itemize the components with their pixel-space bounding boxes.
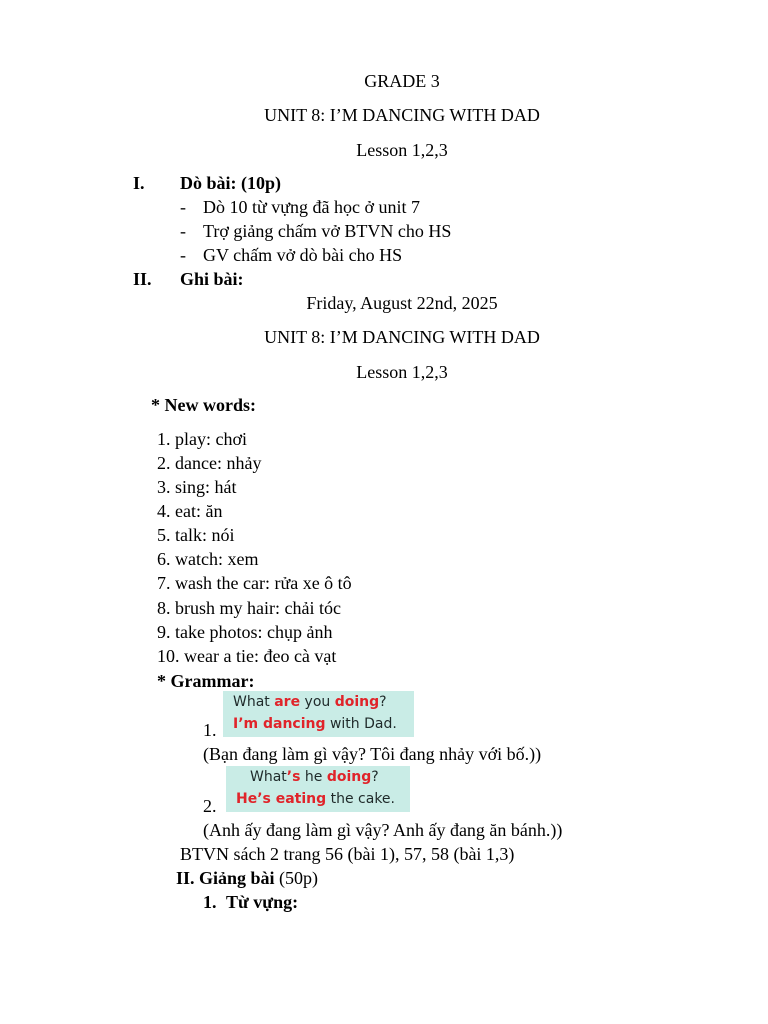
unit-title: UNIT 8: I’M DANCING WITH DAD	[264, 105, 540, 125]
example-translation: (Bạn đang làm gì vậy? Tôi đang nhảy với bố.))	[203, 744, 542, 764]
example-number: 2.	[203, 796, 217, 816]
vocab-item: 1. play: chơi	[157, 429, 247, 449]
vocab-item: 6. watch: xem	[157, 549, 259, 569]
example-question: What’s he doing?	[250, 769, 379, 785]
grammar-example-image	[226, 766, 410, 812]
example-question: What are you doing?	[233, 694, 387, 710]
lesson-date: Friday, August 22nd, 2025	[306, 293, 498, 313]
example-translation: (Anh ấy đang làm gì vậy? Anh ấy đang ăn bánh.))	[203, 820, 563, 840]
vocab-item: 10. wear a tie: đeo cà vạt	[157, 646, 337, 666]
section1-numeral: I.	[133, 173, 145, 193]
section1-item: GV chấm vở dò bài cho HS	[203, 245, 403, 265]
subsection-number: 1.	[203, 892, 217, 912]
section3-title: II. Giảng bài (50p)	[176, 868, 319, 888]
example-answer: He’s eating the cake.	[236, 791, 395, 807]
vocab-item: 3. sing: hát	[157, 477, 237, 497]
vocab-item: 8. brush my hair: chải tóc	[157, 598, 341, 618]
lesson-title: Lesson 1,2,3	[356, 140, 448, 160]
vocab-item: 2. dance: nhảy	[157, 453, 262, 473]
section1-item-dash: -	[180, 197, 186, 217]
unit-subtitle: UNIT 8: I’M DANCING WITH DAD	[264, 327, 540, 347]
section1-item: Dò 10 từ vựng đã học ở unit 7	[203, 197, 421, 217]
new-words-heading: * New words:	[151, 395, 256, 415]
section1-item-dash: -	[180, 221, 186, 241]
example-number: 1.	[203, 720, 217, 740]
grammar-example-image	[223, 691, 414, 737]
homework-note: BTVN sách 2 trang 56 (bài 1), 57, 58 (bài 1,3)	[180, 844, 515, 864]
vocab-item: 9. take photos: chụp ảnh	[157, 622, 333, 642]
vocab-item: 5. talk: nói	[157, 525, 235, 545]
section1-item-dash: -	[180, 245, 186, 265]
vocab-item: 7. wash the car: rửa xe ô tô	[157, 573, 352, 593]
example-answer: I’m dancing with Dad.	[233, 716, 397, 732]
subsection-title: Từ vựng:	[226, 892, 299, 912]
section2-numeral: II.	[133, 269, 152, 289]
grade-title: GRADE 3	[364, 71, 440, 91]
grammar-heading: * Grammar:	[157, 671, 255, 691]
lesson-subtitle: Lesson 1,2,3	[356, 362, 448, 382]
section2-title: Ghi bài:	[180, 269, 244, 289]
vocab-item: 4. eat: ăn	[157, 501, 223, 521]
section1-item: Trợ giảng chấm vở BTVN cho HS	[203, 221, 452, 241]
section1-title: Dò bài: (10p)	[180, 173, 282, 193]
